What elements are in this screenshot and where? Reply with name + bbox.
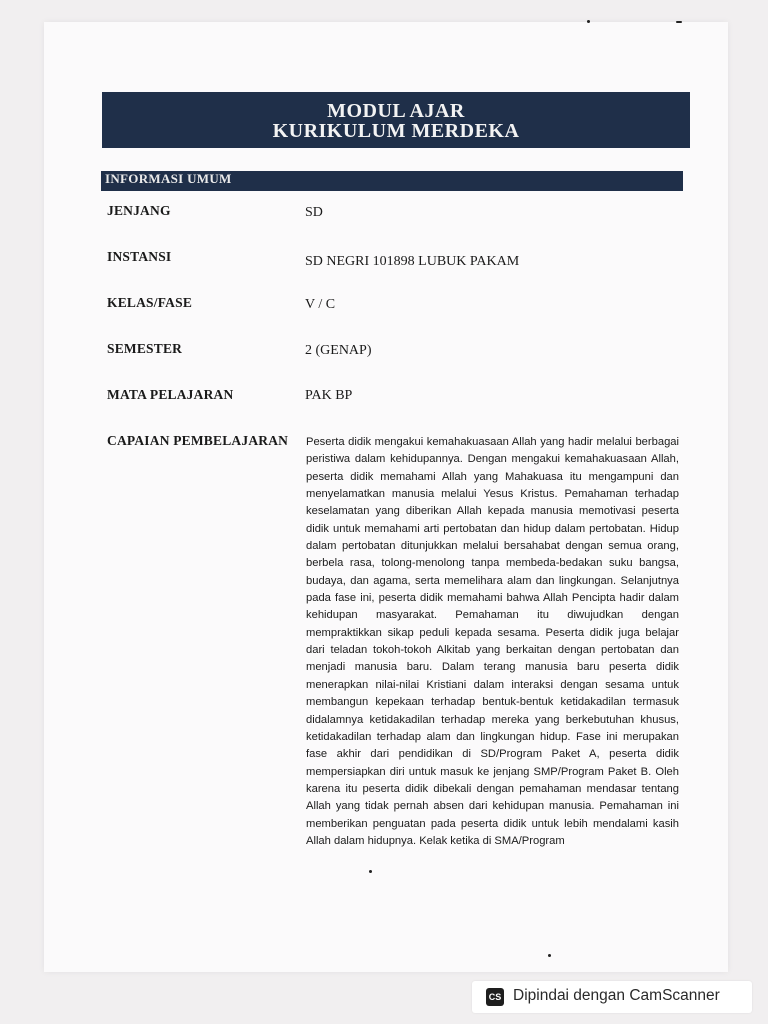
module-subtitle: KURIKULUM MERDEKA	[272, 120, 520, 142]
field-label-capaian: CAPAIAN PEMBELAJARAN	[107, 433, 289, 448]
camscanner-watermark	[472, 981, 752, 1013]
module-title: MODUL AJAR	[327, 100, 465, 122]
field-value-kelas: V / C	[305, 297, 336, 312]
field-label-semester: SEMESTER	[107, 341, 183, 356]
speck	[548, 954, 551, 957]
field-label-kelas: KELAS/FASE	[107, 295, 193, 310]
field-label-jenjang: JENJANG	[107, 203, 171, 218]
field-value-instansi: SD NEGRI 101898 LUBUK PAKAM	[305, 254, 520, 269]
speck	[676, 21, 682, 23]
speck	[369, 870, 372, 873]
camscanner-text: Dipindai dengan CamScanner	[513, 987, 720, 1004]
capaian-pembelajaran-text: Peserta didik mengakui kemahakuasaan Allah yang hadir melalui berbagai peristiwa dalam kehidupannya. Dengan mengakui kemahakuasaan Allah, peserta didik memahami Allah yang Mahakuasa itu mengampuni dan menyelamatkan manusia melalui Yesus Kristus. Pemahaman terhadap keselamatan yang diberikan Allah kepada manusia memotivasi peserta didik untuk memahami arti pertobatan dan hidup dalam pertobatan. Hidup dalam pertobatan ditunjukkan melalui bersahabat dengan semua orang, berbela rasa, tolong-menolong tanpa membeda-bedakan suku bangsa, budaya, dan agama, serta memelihara alam dan lingkungan. Selanjutnya pada fase ini, peserta didik memahami bahwa Allah Pencipta hadir dalam kehidupan masyarakat. Pemahaman itu diwujudkan dengan mempraktikkan sikap peduli kepada sesama. Peserta didik juga belajar dari teladan tokoh-tokoh Alkitab yang berkaitan dengan pertobatan dan menjadi manusia baru. Dalam terang manusia baru peserta didik menerapkan nilai-nilai Kristiani dalam interaksi dengan sesama untuk membangun kepekaan terhadap bentuk-bentuk ketidakadilan termasuk didalamnya ketidakadilan terhadap mereka yang berkebutuhan khusus, ketidakadilan terhadap alam dan lingkungan hidup. Fase ini merupakan fase akhir dari pendidikan di SD/Program Paket A, peserta didik mempersiapkan diri untuk masuk ke jenjang SMP/Program Paket B. Oleh karena itu peserta didik dibekali dengan pemahaman mendasar tentang Allah yang tidak pernah absen dari kehidupan manusia. Pemahaman ini memberikan penguatan pada peserta didik untuk lebih mendalami kasih Allah dalam hidupnya. Kelak ketika di SMA/Program	[306, 436, 679, 847]
field-value-semester: 2 (GENAP)	[305, 343, 372, 358]
field-label-instansi: INSTANSI	[107, 249, 172, 264]
speck	[587, 20, 590, 23]
field-label-mapel: MATA PELAJARAN	[107, 387, 234, 402]
field-value-jenjang: SD	[305, 205, 323, 220]
camscanner-logo-icon: CS	[486, 988, 504, 1006]
field-value-mapel: PAK BP	[305, 388, 353, 403]
section-header: INFORMASI UMUM	[101, 171, 683, 191]
module-title-banner	[102, 92, 690, 148]
